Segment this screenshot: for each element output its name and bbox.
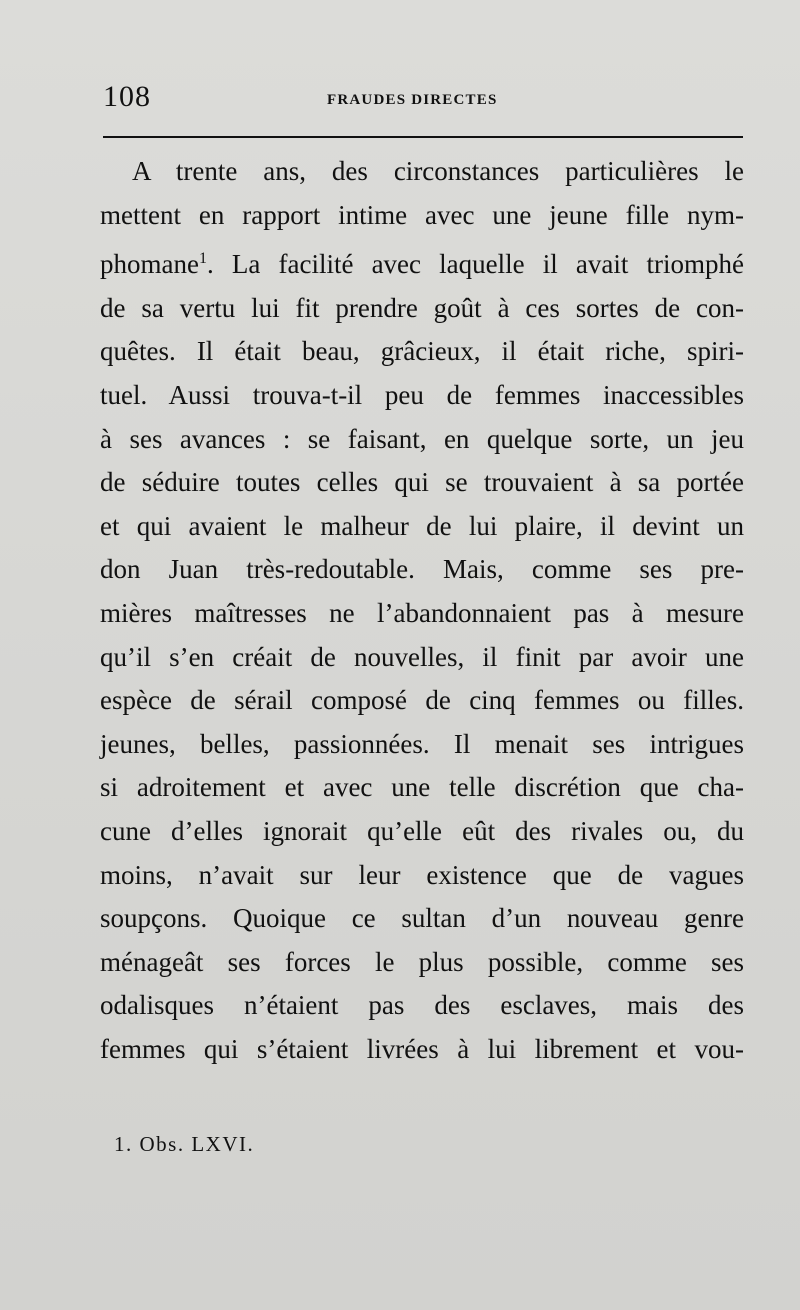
text-line-5: quêtes. Il était beau, grâcieux, il était riche, spiri- — [100, 336, 744, 367]
footnote: 1. Obs. LXVI. — [114, 1132, 255, 1156]
text-line-4: de sa vertu lui fit prendre goût à ces sortes de con- — [100, 292, 744, 323]
running-head: FRAUDES DIRECTES — [327, 92, 498, 108]
header-rule — [103, 136, 743, 138]
text-line-15: si adroitement et avec une telle discrétion que cha- — [100, 772, 744, 803]
body-text — [100, 150, 744, 1071]
text-line-19: ménageât ses forces le plus possible, comme ses — [100, 946, 744, 977]
footnote-marker: 1 — [198, 250, 207, 268]
text-line-16: cune d’elles ignorait qu’elle eût des rivales ou, du — [100, 815, 744, 846]
text-line-13: espèce de sérail composé de cinq femmes ou filles. — [100, 685, 744, 716]
text-line-17: moins, n’avait sur leur existence que de vagues — [100, 859, 744, 890]
text-line-21: femmes qui s’étaient livrées à lui librement et vou- — [100, 1033, 744, 1064]
text-line-8: de séduire toutes celles qui se trouvaient à sa portée — [100, 467, 744, 498]
text-line-3 — [100, 237, 744, 287]
text-line-7: à ses avances : se faisant, en quelque sorte, un jeu — [100, 423, 744, 454]
page-number: 108 — [103, 80, 151, 113]
text-line-12: qu’il s’en créait de nouvelles, il finit par avoir une — [100, 641, 744, 672]
text-line-9: et qui avaient le malheur de lui plaire, il devint un — [100, 510, 744, 541]
text-line-11: mières maîtresses ne l’abandonnaient pas à mesure — [100, 597, 744, 628]
text-line-2: mettent en rapport intime avec une jeune fille nym- — [100, 199, 744, 230]
text-line-3-end: . La facilité avec laquelle il avait triomphé — [206, 249, 744, 280]
text-line-1: A trente ans, des circonstances particulières le — [132, 156, 744, 186]
text-line-14: jeunes, belles, passionnées. Il menait ses intrigues — [100, 728, 744, 759]
text-line-10: don Juan très-redoutable. Mais, comme ses pre- — [100, 554, 744, 585]
text-line-18: soupçons. Quoique ce sultan d’un nouveau genre — [100, 903, 744, 934]
text-line-20: odalisques n’étaient pas des esclaves, mais des — [100, 990, 744, 1021]
text-line-3-start: phomane — [100, 249, 199, 280]
page-header — [103, 80, 743, 120]
text-line-6: tuel. Aussi trouva-t-il peu de femmes inaccessibles — [100, 379, 744, 410]
